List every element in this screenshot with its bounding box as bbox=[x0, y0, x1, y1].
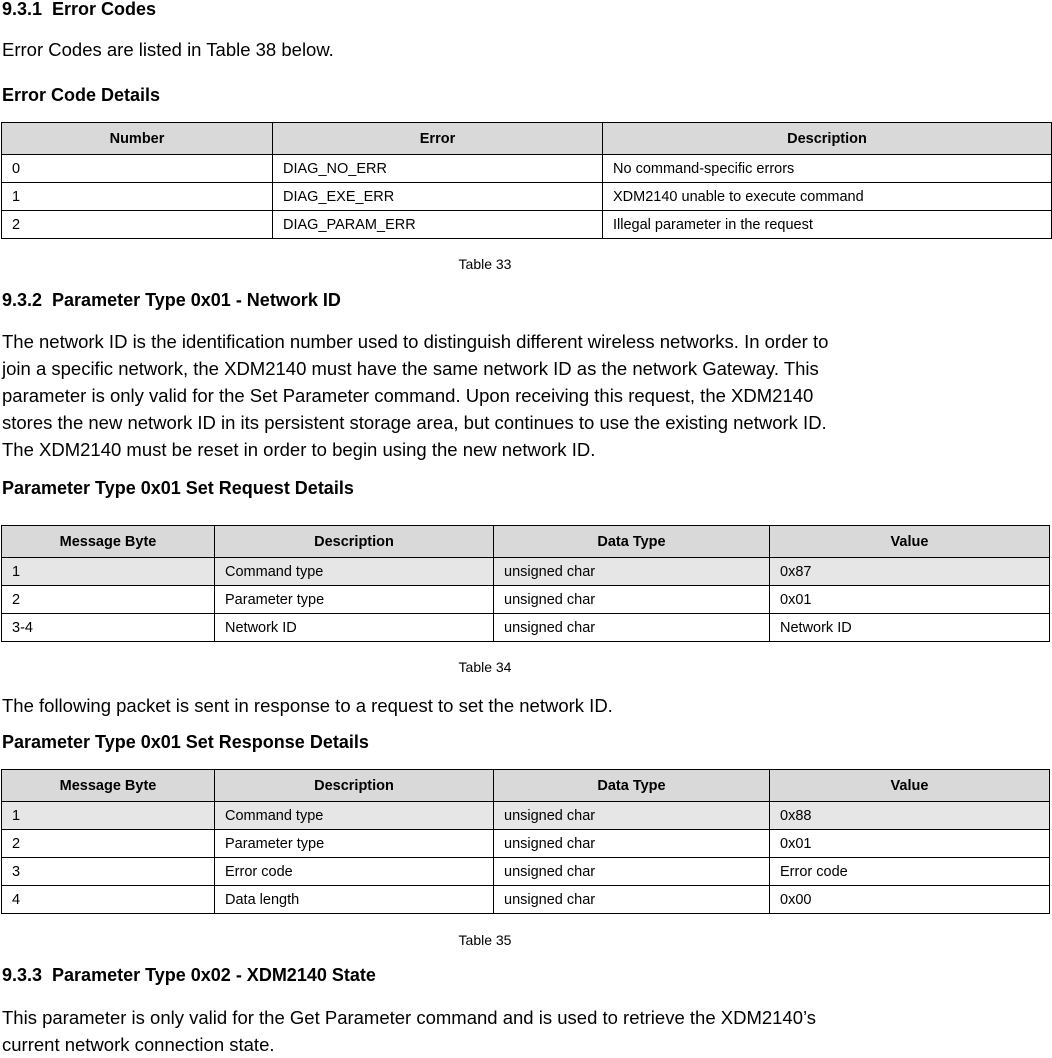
column-header: Number bbox=[2, 123, 273, 155]
table-header-row bbox=[2, 526, 1050, 558]
table-cell: Command type bbox=[215, 802, 494, 830]
table-cell: 0x00 bbox=[770, 886, 1050, 914]
table-row bbox=[2, 211, 1052, 239]
table-cell: 1 bbox=[2, 558, 215, 586]
table-cell: DIAG_EXE_ERR bbox=[273, 183, 603, 211]
table-header-row bbox=[2, 770, 1050, 802]
table-row bbox=[2, 183, 1052, 211]
set-request-table bbox=[1, 525, 1050, 642]
column-header: Description bbox=[603, 123, 1052, 155]
table-cell: Parameter type bbox=[215, 830, 494, 858]
paragraph-line: current network connection state. bbox=[2, 1034, 275, 1055]
table-cell: 0x88 bbox=[770, 802, 1050, 830]
table-cell: Data length bbox=[215, 886, 494, 914]
paragraph-line: This parameter is only valid for the Get Parameter command and is used to retrieve the XDM2140’s bbox=[2, 1007, 817, 1028]
table-cell: 0x01 bbox=[770, 586, 1050, 614]
table-cell: No command-specific errors bbox=[603, 155, 1052, 183]
table-cell: unsigned char bbox=[494, 830, 770, 858]
paragraph-line: The XDM2140 must be reset in order to begin using the new network ID. bbox=[2, 439, 596, 460]
network-id-paragraph bbox=[2, 328, 828, 463]
section-heading-xdm2140-state: 9.3.3 Parameter Type 0x02 - XDM2140 State bbox=[2, 965, 376, 985]
table-caption: Table 35 bbox=[458, 932, 512, 948]
column-header: Value bbox=[770, 526, 1050, 558]
table-cell: unsigned char bbox=[494, 586, 770, 614]
table-cell: Network ID bbox=[770, 614, 1050, 642]
table-cell: 2 bbox=[2, 830, 215, 858]
paragraph-line: The following packet is sent in response to a request to set the network ID. bbox=[2, 695, 613, 716]
table-cell: 3 bbox=[2, 858, 215, 886]
table-row bbox=[2, 155, 1052, 183]
table-cell: unsigned char bbox=[494, 558, 770, 586]
table-cell: Network ID bbox=[215, 614, 494, 642]
table-cell: DIAG_NO_ERR bbox=[273, 155, 603, 183]
column-header: Error bbox=[273, 123, 603, 155]
table-cell: 2 bbox=[2, 586, 215, 614]
table-cell: Illegal parameter in the request bbox=[603, 211, 1052, 239]
table-cell: Parameter type bbox=[215, 586, 494, 614]
column-header: Description bbox=[215, 526, 494, 558]
table-cell: 1 bbox=[2, 183, 273, 211]
table-cell: 3-4 bbox=[2, 614, 215, 642]
table-caption: Table 33 bbox=[458, 256, 512, 272]
table-cell: Command type bbox=[215, 558, 494, 586]
paragraph-line: Error Codes are listed in Table 38 below. bbox=[2, 39, 334, 60]
set-response-table bbox=[1, 769, 1050, 914]
table-caption: Table 34 bbox=[458, 659, 512, 675]
table-cell: 0x01 bbox=[770, 830, 1050, 858]
table-row bbox=[2, 586, 1050, 614]
table-cell: 1 bbox=[2, 802, 215, 830]
column-header: Data Type bbox=[494, 526, 770, 558]
paragraph-line: The network ID is the identification number used to distinguish different wireless networks. In order to bbox=[2, 331, 829, 352]
table-row bbox=[2, 886, 1050, 914]
section-heading-error-codes: 9.3.1 Error Codes bbox=[2, 0, 157, 19]
paragraph-line: join a specific network, the XDM2140 must have the same network ID as the network Gateway. This bbox=[2, 358, 819, 379]
response-intro bbox=[2, 692, 613, 719]
table-row bbox=[2, 858, 1050, 886]
response-table-title: Parameter Type 0x01 Set Response Details bbox=[2, 732, 369, 752]
table-cell: unsigned char bbox=[494, 614, 770, 642]
table-cell: Error code bbox=[215, 858, 494, 886]
column-header: Value bbox=[770, 770, 1050, 802]
request-table-title: Parameter Type 0x01 Set Request Details bbox=[2, 478, 354, 498]
table-header-row bbox=[2, 123, 1052, 155]
table-row bbox=[2, 802, 1050, 830]
column-header: Data Type bbox=[494, 770, 770, 802]
column-header: Message Byte bbox=[2, 770, 215, 802]
table-cell: unsigned char bbox=[494, 802, 770, 830]
table-cell: DIAG_PARAM_ERR bbox=[273, 211, 603, 239]
error-code-table bbox=[1, 122, 1052, 239]
table-cell: unsigned char bbox=[494, 886, 770, 914]
column-header: Message Byte bbox=[2, 526, 215, 558]
table-cell: 0 bbox=[2, 155, 273, 183]
paragraph-line: parameter is only valid for the Set Parameter command. Upon receiving this request, the XDM2140 bbox=[2, 385, 814, 406]
column-header: Description bbox=[215, 770, 494, 802]
table-cell: unsigned char bbox=[494, 858, 770, 886]
table-cell: 0x87 bbox=[770, 558, 1050, 586]
table-row bbox=[2, 830, 1050, 858]
table-row bbox=[2, 558, 1050, 586]
error-code-table-title: Error Code Details bbox=[2, 85, 161, 105]
section-heading-network-id: 9.3.2 Parameter Type 0x01 - Network ID bbox=[2, 290, 341, 310]
table-cell: 2 bbox=[2, 211, 273, 239]
table-cell: Error code bbox=[770, 858, 1050, 886]
paragraph-line: stores the new network ID in its persistent storage area, but continues to use the existing network ID. bbox=[2, 412, 827, 433]
table-row bbox=[2, 614, 1050, 642]
xdm2140-state-paragraph bbox=[2, 1004, 816, 1058]
table-cell: 4 bbox=[2, 886, 215, 914]
error-codes-intro bbox=[2, 36, 334, 63]
table-cell: XDM2140 unable to execute command bbox=[603, 183, 1052, 211]
